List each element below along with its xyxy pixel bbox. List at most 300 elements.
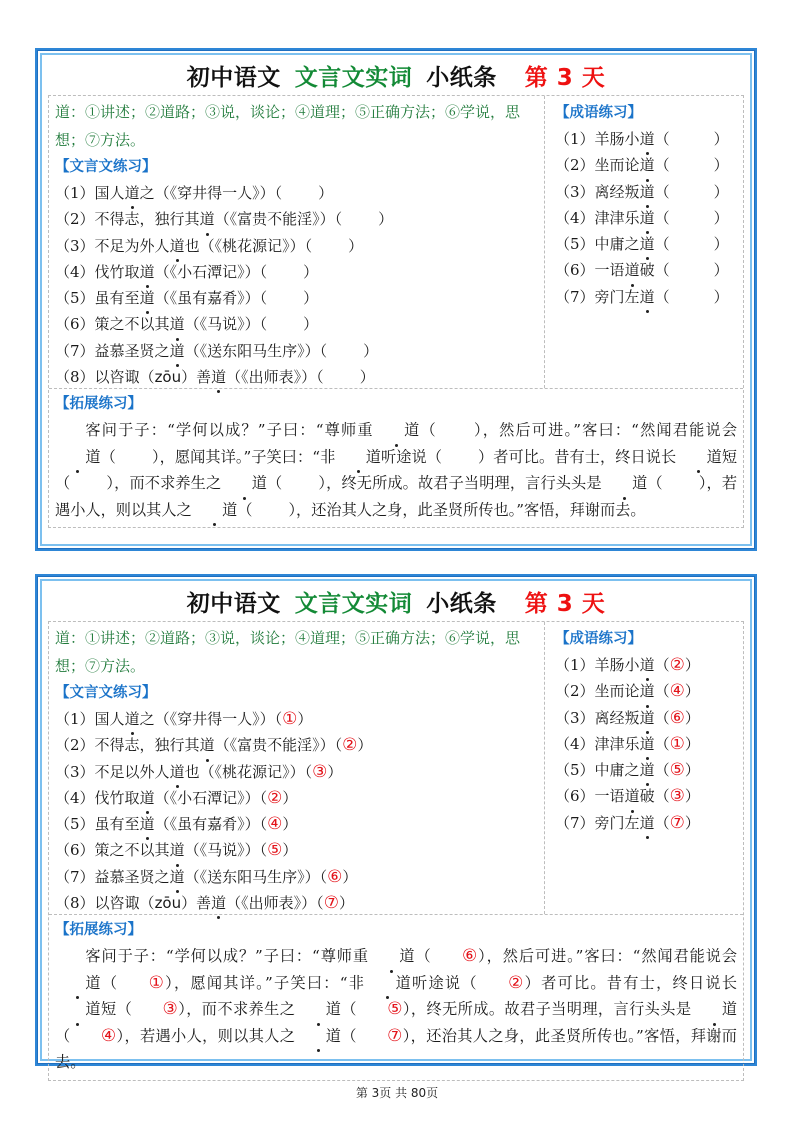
emphasis-char: 道 — [140, 785, 155, 811]
classical-item — [55, 206, 538, 232]
item-text: （《出师表》） — [226, 368, 317, 387]
section-heading-idiom: 【成语练习】 — [555, 631, 642, 647]
item-text: 也（《桃花源记》） — [184, 236, 305, 255]
passage-text: ，愿闻其详。”子笑曰：“非 — [174, 973, 366, 992]
item-text: 国人 — [94, 184, 125, 202]
emphasis-char: 道 — [125, 706, 140, 732]
answer-blank: （ ③） — [117, 1000, 187, 1018]
answer-blank: （②） — [655, 656, 700, 674]
item-number: （5） — [55, 289, 95, 308]
answer-value: ① — [669, 733, 685, 754]
answer-blank: （ ） — [316, 368, 375, 386]
emphasis-char: 道 — [640, 152, 655, 178]
answer-blank: （ ） — [320, 342, 379, 360]
passage-text: ，若遇小人，则以其人之 — [124, 1026, 296, 1045]
item-number: （4） — [555, 208, 595, 227]
panel-title — [48, 581, 744, 621]
item-text: 之（《穿井得一人》） — [139, 184, 275, 202]
idiom-item — [555, 231, 737, 257]
item-number: （2） — [555, 682, 595, 701]
answer-blank: （①） — [655, 735, 700, 753]
extension-section — [49, 388, 743, 527]
item-text: 中庸之 — [594, 235, 640, 254]
emphasis-char: 道 — [192, 497, 238, 524]
answer-value — [670, 205, 714, 231]
answer-value: ③ — [162, 999, 178, 1019]
passage-text: ，而不求养生之 — [114, 474, 222, 492]
classical-list — [55, 706, 538, 916]
answer-value: ② — [508, 972, 524, 993]
emphasis-char: 道 — [640, 757, 655, 783]
emphasis-char: 道 — [640, 705, 655, 731]
item-number: （6） — [55, 315, 95, 334]
emphasis-char: 道 — [170, 837, 185, 863]
right-column — [545, 622, 743, 914]
answer-blank: （②） — [335, 736, 373, 754]
answer-blank: （ ） — [427, 448, 494, 466]
section-heading-classical: 【文言文练习】 — [55, 159, 157, 175]
answer-value: ⑦ — [323, 893, 339, 914]
item-text: 津津乐 — [594, 208, 640, 227]
section-heading-idiom: 【成语练习】 — [555, 105, 642, 121]
idiom-item — [555, 678, 737, 704]
idiom-item — [555, 284, 737, 310]
emphasis-char: 道 — [125, 180, 140, 206]
item-number: （5） — [55, 815, 95, 834]
item-number: （1） — [555, 656, 595, 674]
idiom-item — [555, 757, 737, 783]
answer-blank: （ ） — [275, 184, 334, 202]
extension-paragraph — [55, 943, 737, 1076]
answer-blank: （ ） — [655, 288, 729, 306]
answer-value — [282, 470, 318, 497]
item-text: 不得志，独行其 — [94, 210, 200, 229]
answer-blank: （ ） — [655, 183, 729, 201]
emphasis-char: 道 — [140, 259, 155, 285]
idiom-item — [555, 731, 737, 757]
answer-blank: （ ） — [237, 501, 296, 519]
item-number: （7） — [555, 287, 595, 306]
item-number: （8） — [55, 368, 95, 387]
passage-text: ，愿闻其详。”子笑曰：“非 — [159, 447, 336, 466]
answer-blank: （ ） — [260, 263, 319, 281]
title-day: 第 3 天 — [524, 590, 606, 617]
emphasis-char: 道 — [55, 444, 101, 471]
title-topic: 文言文实词 — [294, 64, 413, 91]
item-text: ）善 — [181, 368, 212, 387]
item-number: （2） — [55, 210, 95, 229]
right-column — [545, 96, 743, 388]
answer-value: ⑥ — [327, 866, 343, 887]
answer-blank: （ ①） — [101, 974, 174, 992]
item-number: （3） — [555, 182, 595, 201]
answer-value — [312, 233, 348, 259]
answer-value: ① — [148, 972, 164, 993]
emphasis-char: 道 — [170, 338, 185, 364]
answer-value — [267, 311, 303, 337]
item-number: （4） — [55, 262, 95, 281]
answer-value — [670, 231, 714, 257]
item-text: （《送东阳马生序》） — [184, 341, 320, 360]
answer-value — [670, 179, 714, 205]
item-text: 国人 — [94, 710, 125, 728]
item-text: 坐而论 — [594, 682, 640, 701]
emphasis-char: 道 — [640, 126, 655, 152]
emphasis-char: 道 — [140, 811, 155, 837]
idiom-list — [555, 652, 737, 836]
emphasis-char: 道 — [640, 652, 655, 678]
passage-text: ，然后可进。”客曰：“然闻君能说会 — [486, 947, 738, 965]
answer-value: ⑥ — [669, 707, 685, 728]
emphasis-char: 道 — [625, 257, 640, 283]
answer-blank: （⑤） — [260, 841, 298, 859]
answer-value: ⑤ — [669, 760, 685, 781]
answer-value: ⑦ — [387, 1025, 403, 1046]
left-column — [49, 622, 545, 914]
answer-blank: （ ） — [55, 474, 114, 492]
item-text: 伐竹取 — [94, 262, 140, 281]
title-note: 小纸条 — [426, 590, 497, 617]
classical-item — [55, 732, 538, 758]
emphasis-char: 道 — [200, 732, 215, 758]
emphasis-char: 道 — [625, 783, 640, 809]
title-topic: 文言文实词 — [294, 590, 413, 617]
answer-value — [70, 470, 106, 497]
answer-value: ⑦ — [669, 812, 685, 833]
classical-item — [55, 259, 538, 285]
item-number: （4） — [55, 788, 95, 807]
item-number: （5） — [555, 235, 595, 254]
item-number: （4） — [555, 734, 595, 753]
item-text: 羊肠小 — [594, 656, 640, 674]
classical-item — [55, 338, 538, 364]
answer-blank: （ ） — [655, 130, 729, 148]
answer-blank: （②） — [260, 789, 298, 807]
emphasis-char: 道 — [55, 970, 101, 997]
answer-blank: （ ） — [101, 448, 160, 466]
idiom-item — [555, 152, 737, 178]
idiom-item — [555, 179, 737, 205]
item-text: 之（《穿井得一人》） — [139, 710, 275, 728]
answer-value: ⑤ — [267, 840, 283, 861]
item-text: （《送东阳马生序》） — [184, 867, 320, 886]
answer-value — [442, 444, 478, 471]
answer-value: ③ — [669, 786, 685, 807]
pinyin: zōu — [154, 894, 182, 913]
page-footer: 第 3页 共 80页 — [355, 1086, 439, 1100]
item-text: （《小石潭记》） — [154, 788, 260, 807]
answer-blank: （⑦） — [655, 814, 700, 832]
item-text: 离经叛 — [594, 182, 640, 201]
extension-section — [49, 914, 743, 1080]
answer-blank: （ ④） — [55, 1027, 124, 1045]
emphasis-char: 道 — [170, 311, 185, 337]
answer-value: ④ — [100, 1025, 117, 1046]
passage-text: 者可比。昔有士，终日说长 — [493, 447, 677, 466]
item-text: ）善 — [181, 894, 212, 913]
item-text: 旁门左 — [594, 813, 640, 832]
title-note: 小纸条 — [426, 64, 497, 91]
answer-blank: （ ⑤） — [341, 1000, 411, 1018]
answer-value — [252, 497, 288, 524]
answer-blank: （④） — [260, 815, 298, 833]
answer-blank: （ ） — [419, 421, 482, 439]
item-text: 益慕圣贤之 — [94, 341, 170, 360]
emphasis-char: 道 — [211, 890, 226, 916]
answer-value — [342, 206, 378, 232]
answer-value: ② — [669, 655, 685, 675]
item-number: （7） — [555, 813, 595, 832]
emphasis-char: 道 — [640, 231, 655, 257]
content-grid — [48, 95, 744, 528]
item-text: （《虽有嘉肴》） — [154, 815, 260, 834]
item-text: 一语 — [594, 261, 625, 280]
item-text: 破 — [639, 787, 655, 806]
passage-text: 短 — [100, 1000, 117, 1018]
emphasis-char: 道 — [335, 444, 381, 471]
item-number: （1） — [55, 184, 95, 202]
emphasis-char: 道 — [221, 470, 267, 497]
emphasis-char: 道 — [640, 678, 655, 704]
answer-blank: （⑤） — [655, 761, 700, 779]
answer-value — [327, 338, 363, 364]
definitions: 道：①讲述；②道路；③说，谈论；④道理；⑤正确方法；⑥学说，思想；⑦方法。 — [55, 629, 521, 675]
section-heading-classical: 【文言文练习】 — [55, 685, 157, 701]
passage-text: 短 — [721, 447, 738, 466]
answer-blank: （ ） — [655, 261, 729, 279]
answer-blank: （①） — [275, 710, 313, 728]
idiom-item — [555, 126, 737, 152]
emphasis-char: 道 — [640, 205, 655, 231]
answer-blank: （⑦） — [316, 894, 354, 912]
answer-blank: （③） — [655, 787, 700, 805]
panel-title — [48, 55, 744, 95]
idiom-list — [555, 126, 737, 310]
classical-item — [55, 785, 538, 811]
classical-item — [55, 864, 538, 890]
answer-blank: （ ） — [335, 210, 394, 228]
item-text: 也（《桃花源记》） — [184, 762, 305, 781]
classical-item — [55, 811, 538, 837]
emphasis-char: 道 — [200, 206, 215, 232]
pinyin: zōu — [154, 368, 182, 387]
answer-blank: （ ⑥） — [415, 947, 487, 965]
item-text: 津津乐 — [594, 734, 640, 753]
answer-value — [437, 417, 473, 444]
emphasis-char: 道 — [295, 996, 341, 1023]
item-text: （《小石潭记》） — [154, 262, 260, 281]
passage-text: ，还治其人之身，此圣贤所传也。”客悟，拜谢而去。 — [55, 1026, 737, 1071]
passage-text: ，还治其人之身，此圣贤所传也。”客悟，拜谢而去。 — [296, 500, 646, 519]
emphasis-char: 道 — [211, 364, 226, 390]
item-text: 策之不以其 — [94, 315, 170, 334]
answer-blank: （ ⑦） — [341, 1027, 411, 1045]
classical-item — [55, 890, 538, 916]
title-day: 第 3 天 — [524, 64, 606, 91]
answer-value: ② — [342, 735, 358, 756]
passage-text: ，而不求养生之 — [186, 1000, 296, 1018]
item-number: （5） — [555, 761, 595, 780]
section-heading-extension: 【拓展练习】 — [55, 922, 142, 938]
item-text: （《富贵不能淫》） — [214, 736, 335, 755]
item-text: 虽有至 — [94, 289, 140, 308]
answer-value: ④ — [267, 814, 283, 835]
answer-value — [324, 364, 360, 390]
extension-paragraph — [55, 417, 737, 523]
item-number: （7） — [55, 341, 95, 360]
item-number: （2） — [555, 156, 595, 175]
emphasis-char: 道 — [676, 444, 722, 471]
passage-text: ，然后可进。”客曰：“然闻君能说会 — [482, 421, 738, 439]
item-text: 策之不以其 — [94, 841, 170, 860]
worksheet-panel-questions — [35, 48, 757, 551]
passage-text: ，终无所成。故君子当明理，言行头头是 — [410, 1000, 692, 1018]
answer-blank: （⑥） — [655, 709, 700, 727]
classical-item — [55, 364, 538, 390]
item-number: （6） — [555, 261, 595, 280]
emphasis-char: 道 — [170, 233, 185, 259]
passage-text: 者可比。昔有士，终日说长 — [541, 973, 738, 992]
section-heading-extension: 【拓展练习】 — [55, 396, 142, 412]
emphasis-char: 道 — [170, 864, 185, 890]
item-text: 一语 — [594, 787, 625, 806]
item-text: 益慕圣贤之 — [94, 867, 170, 886]
emphasis-char: 道 — [55, 996, 101, 1023]
item-text: 不足为外人 — [94, 236, 170, 255]
item-text: 羊肠小 — [594, 130, 640, 148]
emphasis-char: 道 — [640, 810, 655, 836]
emphasis-char: 道 — [374, 417, 420, 444]
answer-value: ⑤ — [387, 999, 403, 1019]
item-number: （3） — [55, 236, 95, 255]
item-text: 离经叛 — [594, 708, 640, 727]
passage-text: 听途说 — [410, 973, 462, 992]
idiom-item — [555, 257, 737, 283]
emphasis-char: 道 — [640, 179, 655, 205]
emphasis-char: 道 — [640, 284, 655, 310]
passage-text: 听途说 — [380, 447, 427, 466]
answer-blank: （ ） — [655, 209, 729, 227]
item-number: （2） — [55, 736, 95, 755]
passage-text: 客问于子：“学何以成？”子曰：“尊师重 — [85, 947, 370, 965]
answer-value — [670, 257, 714, 283]
answer-value — [282, 180, 318, 206]
answer-blank: （ ） — [305, 237, 364, 255]
item-text: 虽有至 — [94, 815, 140, 834]
answer-value: ④ — [669, 681, 685, 702]
classical-item — [55, 706, 538, 732]
answer-value — [670, 126, 714, 152]
answer-value: ⑥ — [462, 946, 478, 966]
item-text: 伐竹取 — [94, 788, 140, 807]
emphasis-char: 道 — [691, 996, 737, 1023]
item-number: （3） — [555, 708, 595, 727]
answer-blank: （⑥） — [320, 868, 358, 886]
emphasis-char: 道 — [365, 970, 411, 997]
item-number: （1） — [555, 130, 595, 148]
answer-value: ③ — [312, 761, 328, 782]
answer-blank: （ ） — [267, 474, 326, 492]
item-number: （6） — [555, 787, 595, 806]
item-number: （8） — [55, 894, 95, 913]
emphasis-char: 道 — [640, 731, 655, 757]
title-subject: 初中语文 — [186, 590, 281, 617]
item-text: 中庸之 — [594, 761, 640, 780]
definitions: 道：①讲述；②道路；③说，谈论；④道理；⑤正确方法；⑥学说，思想；⑦方法。 — [55, 103, 521, 149]
idiom-item — [555, 810, 737, 836]
emphasis-char: 道 — [140, 285, 155, 311]
answer-blank: （ ） — [260, 315, 319, 333]
answer-blank: （ ②） — [461, 974, 541, 992]
item-number: （3） — [55, 762, 95, 781]
item-text: 以咨诹（ — [94, 368, 155, 387]
panel-frame — [40, 53, 752, 546]
passage-text: ，若遇小人，则以其人之 — [55, 474, 738, 519]
classical-list — [55, 180, 538, 390]
emphasis-char: 道 — [369, 943, 415, 970]
answer-value — [267, 285, 303, 311]
item-text: （《马说》） — [184, 841, 260, 860]
answer-blank: （ ） — [655, 156, 729, 174]
idiom-item — [555, 705, 737, 731]
emphasis-char: 道 — [295, 1023, 341, 1050]
classical-item — [55, 837, 538, 863]
answer-value: ② — [267, 787, 283, 808]
classical-item — [55, 759, 538, 785]
answer-blank: （ ） — [260, 289, 319, 307]
item-text: 坐而论 — [594, 156, 640, 175]
passage-text: 客问于子：“学何以成？”子曰：“尊师重 — [85, 421, 374, 439]
answer-value — [663, 470, 699, 497]
left-column — [49, 96, 545, 388]
item-text: 破 — [639, 261, 655, 280]
passage-text: ，终无所成。故君子当明理，言行头头是 — [326, 474, 602, 492]
panel-frame — [40, 579, 752, 1071]
item-text: （《富贵不能淫》） — [214, 210, 335, 229]
item-text: 旁门左 — [594, 287, 640, 306]
answer-blank: （ ） — [655, 235, 729, 253]
answer-value — [267, 259, 303, 285]
item-text: （《虽有嘉肴》） — [154, 289, 260, 308]
emphasis-char: 道 — [170, 759, 185, 785]
item-number: （6） — [55, 841, 95, 860]
answer-blank: （④） — [655, 682, 700, 700]
item-text: 不足以外人 — [94, 762, 170, 781]
idiom-item — [555, 205, 737, 231]
title-subject: 初中语文 — [186, 64, 281, 91]
worksheet-panel-answers — [35, 574, 757, 1071]
emphasis-char: 道 — [602, 470, 648, 497]
classical-item — [55, 311, 538, 337]
answer-blank: （③） — [305, 763, 343, 781]
item-number: （7） — [55, 867, 95, 886]
answer-value — [116, 444, 152, 471]
classical-item — [55, 180, 538, 206]
item-text: 以咨诹（ — [94, 894, 155, 913]
answer-value — [670, 152, 714, 178]
idiom-item — [555, 652, 737, 678]
content-grid — [48, 621, 744, 1081]
classical-item — [55, 285, 538, 311]
item-text: 不得志，独行其 — [94, 736, 200, 755]
answer-blank: （ ） — [647, 474, 706, 492]
answer-value: ① — [282, 709, 298, 729]
idiom-item — [555, 783, 737, 809]
item-text: （《出师表》） — [226, 894, 317, 913]
answer-value — [670, 284, 714, 310]
item-number: （1） — [55, 710, 95, 728]
classical-item — [55, 233, 538, 259]
